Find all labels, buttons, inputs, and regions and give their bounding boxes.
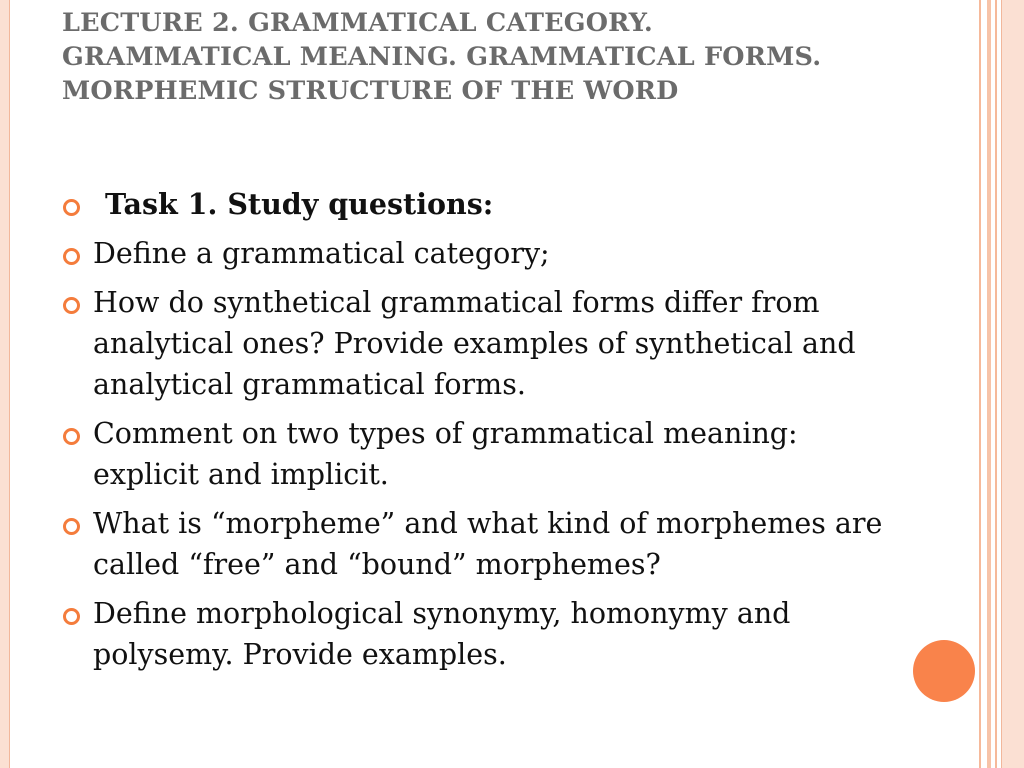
question-text: How do synthetical grammatical forms differ from analytical ones? Provide examples of synthetical and analytical grammatical forms. — [93, 286, 856, 401]
list-item — [62, 233, 892, 274]
bullet-circle-icon — [63, 297, 80, 314]
right-stripe-2 — [987, 0, 991, 768]
decorative-circle — [913, 640, 975, 702]
question-text: Comment on two types of grammatical meaning: explicit and implicit. — [93, 417, 798, 491]
title-line-2: GRAMMATICAL MEANING. GRAMMATICAL FORMS. — [62, 42, 822, 72]
list-item — [62, 282, 892, 405]
bullet-circle-icon — [63, 248, 80, 265]
right-stripe-3 — [995, 0, 997, 768]
title-line-1: LECTURE 2. GRAMMATICAL CATEGORY. — [62, 8, 653, 38]
bullet-circle-icon — [63, 199, 80, 216]
right-border — [1001, 0, 1024, 768]
bullet-circle-icon — [63, 518, 80, 535]
list-item — [62, 503, 892, 585]
title-line-3: MORPHEMIC STRUCTURE OF THE WORD — [62, 76, 679, 106]
list-item — [62, 593, 892, 675]
bullet-circle-icon — [63, 428, 80, 445]
task-heading: Task 1. Study questions: — [105, 187, 494, 221]
question-text: What is “morpheme” and what kind of morphemes are called “free” and “bound” morphemes? — [93, 507, 883, 581]
right-stripe-1 — [979, 0, 981, 768]
question-text: Define a grammatical category; — [93, 237, 550, 270]
list-item — [62, 413, 892, 495]
slide-title — [62, 6, 942, 108]
left-border — [0, 0, 10, 768]
list-item-task — [62, 184, 892, 225]
bullet-circle-icon — [63, 608, 80, 625]
study-questions-list — [62, 184, 892, 683]
question-text: Define morphological synonymy, homonymy and polysemy. Provide examples. — [93, 597, 791, 671]
